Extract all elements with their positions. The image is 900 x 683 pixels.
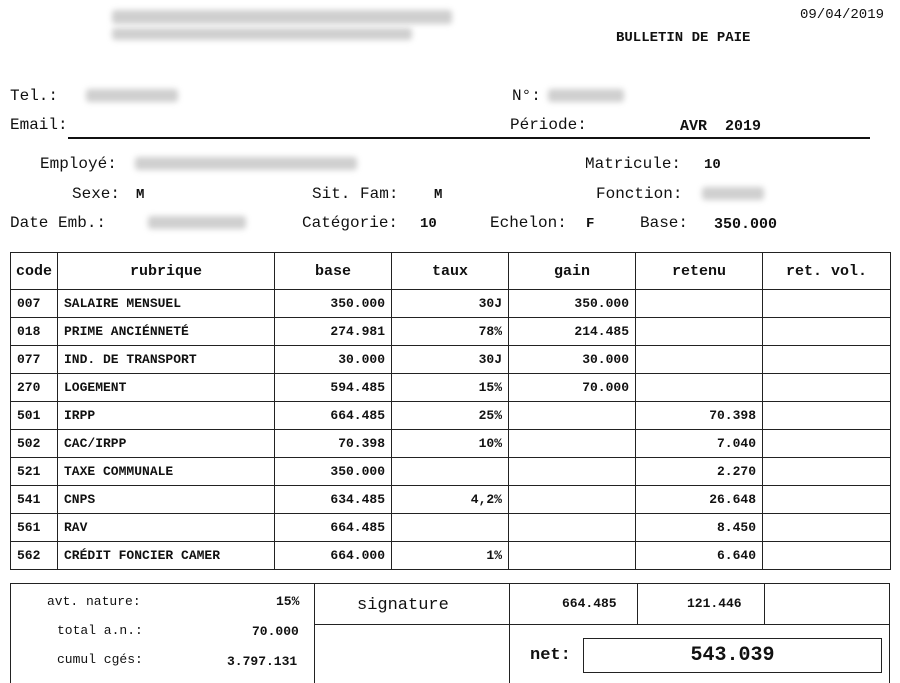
signature-label: signature: [357, 596, 449, 615]
cell-retvol: [763, 290, 891, 318]
cell-retenu: 2.270: [636, 458, 763, 486]
cell-taux: [392, 458, 509, 486]
avt-nature-value: 15%: [276, 594, 300, 609]
cell-taux: 10%: [392, 430, 509, 458]
cell-retvol: [763, 458, 891, 486]
cell-gain: 350.000: [509, 290, 636, 318]
cell-retvol: [763, 430, 891, 458]
cell-base: 70.398: [275, 430, 392, 458]
base-label: Base:: [640, 214, 689, 232]
cell-code: 562: [11, 542, 58, 570]
cell-gain: [509, 542, 636, 570]
cell-code: 007: [11, 290, 58, 318]
cell-taux: 15%: [392, 374, 509, 402]
header-divider: [68, 137, 870, 139]
cell-taux: 78%: [392, 318, 509, 346]
document-date: 09/04/2019: [800, 7, 885, 23]
cell-rubrique: IND. DE TRANSPORT: [58, 346, 275, 374]
total-retenu: 121.446: [687, 596, 742, 611]
cell-taux: [392, 514, 509, 542]
cell-retenu: 8.450: [636, 514, 763, 542]
sitfam-value: M: [434, 187, 443, 203]
employer-number-label: N°:: [512, 87, 541, 105]
cell-code: 501: [11, 402, 58, 430]
sexe-label: Sexe:: [72, 185, 121, 203]
cell-taux: 25%: [392, 402, 509, 430]
cell-retenu: 70.398: [636, 402, 763, 430]
header-code: code: [11, 253, 58, 290]
cell-retenu: 26.648: [636, 486, 763, 514]
cell-retenu: [636, 374, 763, 402]
table-row: [11, 430, 891, 458]
cell-retvol: [763, 374, 891, 402]
net-label: net:: [530, 646, 571, 665]
total-an-value: 70.000: [252, 624, 299, 639]
cell-gain: [509, 514, 636, 542]
sitfam-label: Sit. Fam:: [312, 185, 399, 203]
cell-gain: 214.485: [509, 318, 636, 346]
echelon-value: F: [586, 216, 595, 232]
cell-rubrique: CNPS: [58, 486, 275, 514]
cell-rubrique: LOGEMENT: [58, 374, 275, 402]
cell-retvol: [763, 514, 891, 542]
dateemb-redacted: [148, 216, 246, 229]
cell-base: 664.485: [275, 402, 392, 430]
cell-base: 634.485: [275, 486, 392, 514]
tel-redacted: [86, 89, 178, 102]
table-row: [11, 514, 891, 542]
periode-value: AVR 2019: [680, 118, 762, 135]
header-rubrique: rubrique: [58, 253, 275, 290]
cell-retenu: 7.040: [636, 430, 763, 458]
employe-label: Employé:: [40, 155, 117, 173]
table-row: [11, 318, 891, 346]
cell-rubrique: PRIME ANCIÉNNETÉ: [58, 318, 275, 346]
cell-retvol: [763, 346, 891, 374]
cell-retvol: [763, 486, 891, 514]
cell-base: 664.485: [275, 514, 392, 542]
base-value: 350.000: [714, 216, 778, 233]
cell-code: 018: [11, 318, 58, 346]
cell-taux: 30J: [392, 346, 509, 374]
cell-code: 077: [11, 346, 58, 374]
cell-rubrique: CAC/IRPP: [58, 430, 275, 458]
net-value: 543.039: [583, 638, 882, 673]
matricule-value: 10: [704, 157, 721, 173]
table-row: [11, 458, 891, 486]
fonction-label: Fonction:: [596, 185, 683, 203]
cell-retvol: [763, 542, 891, 570]
table-row: [11, 374, 891, 402]
cumul-label: cumul cgés:: [57, 652, 143, 667]
cell-base: 350.000: [275, 458, 392, 486]
cell-gain: [509, 486, 636, 514]
avt-nature-label: avt. nature:: [47, 594, 141, 609]
cell-retvol: [763, 402, 891, 430]
employer-number-redacted: [548, 89, 624, 102]
dateemb-label: Date Emb.:: [10, 214, 107, 232]
fonction-redacted: [702, 187, 764, 200]
cell-gain: 30.000: [509, 346, 636, 374]
cell-taux: 30J: [392, 290, 509, 318]
cell-retenu: [636, 290, 763, 318]
cell-retenu: [636, 318, 763, 346]
table-row: [11, 542, 891, 570]
cell-rubrique: SALAIRE MENSUEL: [58, 290, 275, 318]
total-retvol-box: [764, 583, 890, 625]
cell-gain: [509, 458, 636, 486]
cell-code: 502: [11, 430, 58, 458]
cell-code: 541: [11, 486, 58, 514]
categorie-value: 10: [420, 216, 437, 232]
header-base: base: [275, 253, 392, 290]
header-gain: gain: [509, 253, 636, 290]
document-title: BULLETIN DE PAIE: [616, 30, 751, 46]
cell-retenu: [636, 346, 763, 374]
header-retvol: ret. vol.: [763, 253, 891, 290]
matricule-label: Matricule:: [585, 155, 682, 173]
payroll-table: [10, 252, 891, 570]
cell-base: 30.000: [275, 346, 392, 374]
company-address-redacted: [112, 28, 412, 40]
table-row: [11, 486, 891, 514]
email-label: Email:: [10, 116, 68, 134]
header-taux: taux: [392, 253, 509, 290]
cell-taux: 4,2%: [392, 486, 509, 514]
cell-base: 664.000: [275, 542, 392, 570]
cell-gain: [509, 430, 636, 458]
total-an-label: total a.n.:: [57, 623, 143, 638]
sexe-value: M: [136, 187, 145, 203]
table-header-row: [11, 253, 891, 290]
table-row: [11, 402, 891, 430]
cell-code: 561: [11, 514, 58, 542]
cell-rubrique: RAV: [58, 514, 275, 542]
cell-rubrique: IRPP: [58, 402, 275, 430]
cell-base: 274.981: [275, 318, 392, 346]
cell-base: 594.485: [275, 374, 392, 402]
cell-gain: 70.000: [509, 374, 636, 402]
cell-retvol: [763, 318, 891, 346]
cell-gain: [509, 402, 636, 430]
header-retenu: retenu: [636, 253, 763, 290]
employe-name-redacted: [135, 157, 357, 170]
table-row: [11, 346, 891, 374]
table-row: [11, 290, 891, 318]
cell-base: 350.000: [275, 290, 392, 318]
periode-label: Période:: [510, 116, 587, 134]
cell-code: 270: [11, 374, 58, 402]
echelon-label: Echelon:: [490, 214, 567, 232]
cell-rubrique: CRÉDIT FONCIER CAMER: [58, 542, 275, 570]
cell-retenu: 6.640: [636, 542, 763, 570]
cumul-value: 3.797.131: [227, 654, 298, 669]
tel-label: Tel.:: [10, 87, 59, 105]
cell-taux: 1%: [392, 542, 509, 570]
cell-code: 521: [11, 458, 58, 486]
total-gain: 664.485: [562, 596, 617, 611]
cell-rubrique: TAXE COMMUNALE: [58, 458, 275, 486]
company-name-redacted: [112, 10, 452, 24]
categorie-label: Catégorie:: [302, 214, 399, 232]
